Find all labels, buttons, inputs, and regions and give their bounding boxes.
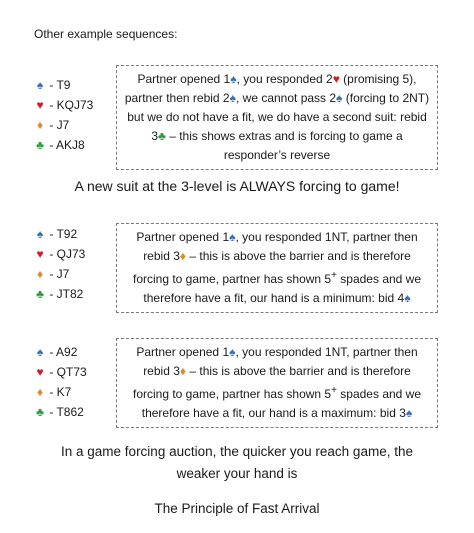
spades-holding: ♠ - T9	[34, 75, 93, 95]
diamond-icon: ♦	[36, 118, 44, 132]
diamond-icon: ♦	[179, 249, 187, 263]
explanation-line: therefore have a fit, our hand is a maximum: bid 3♠	[141, 406, 413, 420]
explanation-line: Partner opened 1♠, you responded 1NT, partner then	[136, 345, 418, 359]
explanation-line: forcing to game, partner has shown 5+ spades and we	[132, 385, 422, 401]
explanation-line: Partner opened 1♠, you responded 1NT, partner then	[136, 230, 418, 244]
clubs-cards: AKJ8	[56, 138, 85, 152]
clubs-holding: ♣ - JT82	[34, 284, 85, 304]
explanation-box-2	[116, 223, 438, 313]
spade-icon: ♠	[230, 72, 237, 86]
explanation-line: responder’s reverse	[223, 148, 331, 162]
principle-title: The Principle of Fast Arrival	[154, 501, 320, 516]
diamonds-cards: K7	[56, 385, 72, 399]
spade-icon: ♠	[229, 230, 236, 244]
explanation-line: rebid 3♦ – this is above the barrier and is therefore	[143, 364, 411, 378]
clubs-holding: ♣ - T862	[34, 402, 87, 422]
hand-3	[34, 342, 87, 422]
spades-cards: T9	[56, 78, 71, 92]
spades-cards: T92	[56, 227, 78, 241]
explanation-line: Partner opened 1♠, you responded 2♥ (promising 5),	[137, 72, 417, 86]
diamond-icon: ♦	[36, 267, 44, 281]
club-icon: ♣	[36, 405, 44, 419]
hearts-holding: ♥ - KQJ73	[34, 95, 93, 115]
club-icon: ♣	[158, 129, 166, 143]
hand-2	[34, 224, 85, 304]
diamonds-cards: J7	[56, 118, 70, 132]
plus-superscript: +	[331, 385, 337, 396]
diamonds-holding: ♦ - J7	[34, 115, 93, 135]
plus-superscript: +	[331, 270, 337, 281]
spades-cards: A92	[56, 345, 78, 359]
spade-icon: ♠	[36, 345, 44, 359]
spade-icon: ♠	[405, 406, 413, 420]
spade-icon: ♠	[36, 78, 44, 92]
hearts-holding: ♥ - QT73	[34, 362, 87, 382]
explanation-line: but we do not have a fit, we do have a second suit: rebid	[127, 110, 427, 124]
club-icon: ♣	[36, 287, 44, 301]
hearts-cards: KQJ73	[56, 98, 94, 112]
diamond-icon: ♦	[36, 385, 44, 399]
principle-statement	[0, 441, 474, 485]
heart-icon: ♥	[36, 98, 44, 112]
club-icon: ♣	[36, 138, 44, 152]
diamonds-cards: J7	[56, 267, 70, 281]
hearts-cards: QT73	[56, 365, 87, 379]
clubs-cards: JT82	[56, 287, 84, 301]
spades-holding: ♠ - A92	[34, 342, 87, 362]
explanation-line: partner then rebid 2♠, we cannot pass 2♠ (forcing to 2NT)	[124, 91, 430, 105]
diamonds-holding: ♦ - J7	[34, 264, 85, 284]
heart-icon: ♥	[332, 72, 340, 86]
heart-icon: ♥	[36, 247, 44, 261]
heart-icon: ♥	[36, 365, 44, 379]
principle-line-1: In a game forcing auction, the quicker you reach game, the	[61, 444, 413, 459]
spade-icon: ♠	[229, 91, 236, 105]
spade-icon: ♠	[336, 91, 343, 105]
diamonds-holding: ♦ - K7	[34, 382, 87, 402]
explanation-line: rebid 3♦ – this is above the barrier and is therefore	[143, 249, 411, 263]
diamond-icon: ♦	[179, 364, 187, 378]
spade-icon: ♠	[404, 291, 411, 305]
clubs-holding: ♣ - AKJ8	[34, 135, 93, 155]
rule-heading: A new suit at the 3-level is ALWAYS forcing to game!	[74, 178, 400, 194]
hearts-holding: ♥ - QJ73	[34, 244, 85, 264]
explanation-line: forcing to game, partner has shown 5+ spades and we	[132, 270, 422, 286]
explanation-box-1	[116, 65, 438, 170]
intro-text: Other example sequences:	[34, 27, 178, 41]
spades-holding: ♠ - T92	[34, 224, 85, 244]
clubs-cards: T862	[56, 405, 84, 419]
explanation-box-3	[116, 338, 438, 428]
explanation-line: therefore have a fit, our hand is a minimum: bid 4♠	[143, 291, 411, 305]
principle-line-2: weaker your hand is	[176, 466, 298, 481]
hearts-cards: QJ73	[56, 247, 86, 261]
explanation-line: 3♣ – this shows extras and is forcing to game a	[151, 129, 403, 143]
spade-icon: ♠	[229, 345, 236, 359]
hand-1	[34, 75, 93, 155]
spade-icon: ♠	[36, 227, 44, 241]
